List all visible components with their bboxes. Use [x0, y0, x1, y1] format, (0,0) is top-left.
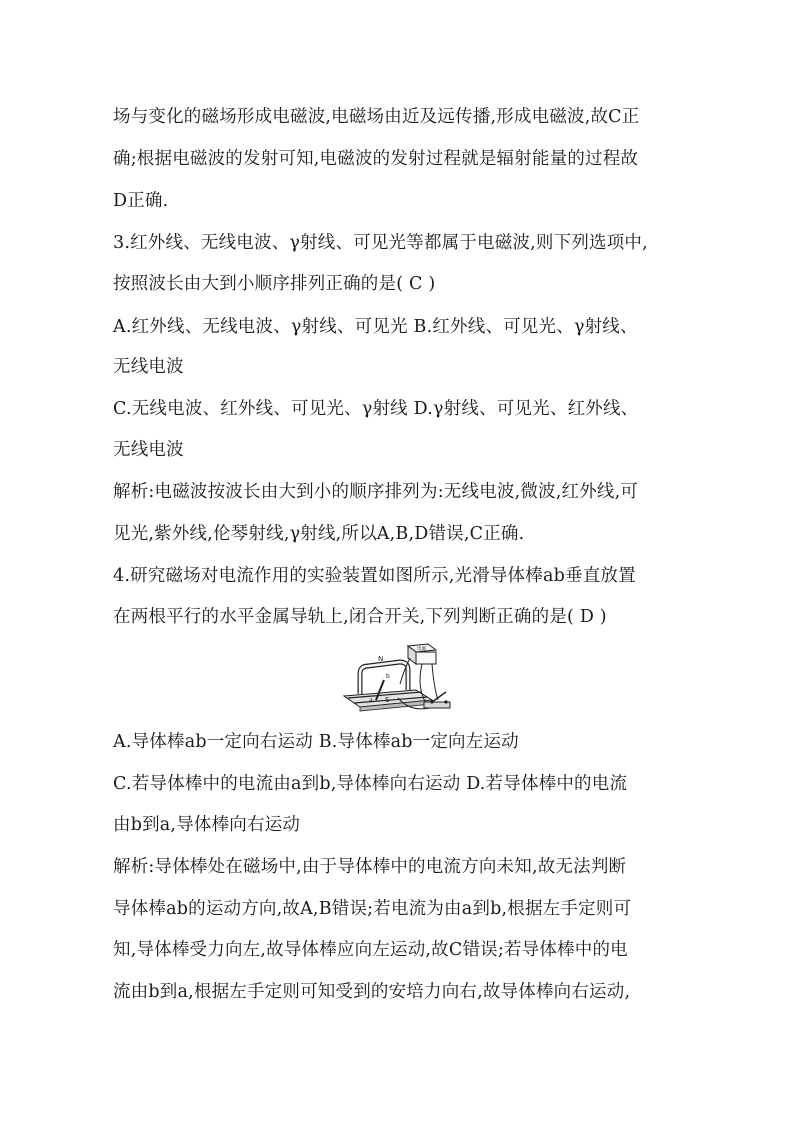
- text-line: D正确.: [113, 191, 169, 211]
- question-3-analysis: 解析:电磁波按波长由大到小的顺序排列为:无线电波,微波,红外线,可: [113, 482, 639, 502]
- question-4-analysis: 流由b到a,根据左手定则可知受到的安培力向右,故导体棒向右运动,: [113, 982, 631, 1002]
- question-3-options: C.无线电波、红外线、可见光、γ射线 D.γ射线、可见光、红外线、: [113, 399, 639, 419]
- rod-label-a: a: [369, 697, 373, 704]
- question-3-options: 无线电波: [113, 357, 184, 377]
- rod-label-b: b: [386, 673, 390, 680]
- power-source-label: 电源: [417, 647, 427, 652]
- question-3-stem: 按照波长由大到小顺序排列正确的是( C ): [113, 274, 436, 294]
- text-line: 确;根据电磁波的发射可知,电磁波的发射过程就是辐射能量的过程故: [113, 149, 639, 169]
- magnet-pole-n: N: [378, 655, 384, 663]
- question-4-analysis: 知,导体棒受力向左,故导体棒应向左运动,故C错误;若导体棒中的电: [113, 940, 628, 960]
- text-line: 场与变化的磁场形成电磁波,电磁场由近及远传播,形成电磁波,故C正: [113, 107, 640, 127]
- question-4-options: 由b到a,导体棒向右运动: [113, 815, 301, 835]
- question-4-options: A.导体棒ab一定向右运动 B.导体棒ab一定向左运动: [113, 732, 519, 752]
- question-3-options: 无线电波: [113, 440, 184, 460]
- question-4-options: C.若导体棒中的电流由a到b,导体棒向右运动 D.若导体棒中的电流: [113, 774, 628, 794]
- experiment-figure: [338, 640, 456, 718]
- question-4-analysis: 解析:导体棒处在磁场中,由于导体棒中的电流方向未知,故无法判断: [113, 857, 627, 877]
- question-4-stem: 在两根平行的水平金属导轨上,闭合开关,下列判断正确的是( D ): [113, 607, 607, 627]
- question-3-analysis: 见光,紫外线,伦琴射线,γ射线,所以A,B,D错误,C正确.: [113, 524, 525, 544]
- question-4-stem: 4.研究磁场对电流作用的实验装置如图所示,光滑导体棒ab垂直放置: [113, 566, 636, 586]
- question-4-analysis: 导体棒ab的运动方向,故A,B错误;若电流为由a到b,根据左手定则可: [113, 899, 632, 919]
- question-3-options: A.红外线、无线电波、γ射线、可见光 B.红外线、可见光、γ射线、: [113, 317, 638, 337]
- magnet-pole-s: S: [385, 696, 390, 704]
- question-3-stem: 3.红外线、无线电波、γ射线、可见光等都属于电磁波,则下列选项中,: [113, 233, 648, 253]
